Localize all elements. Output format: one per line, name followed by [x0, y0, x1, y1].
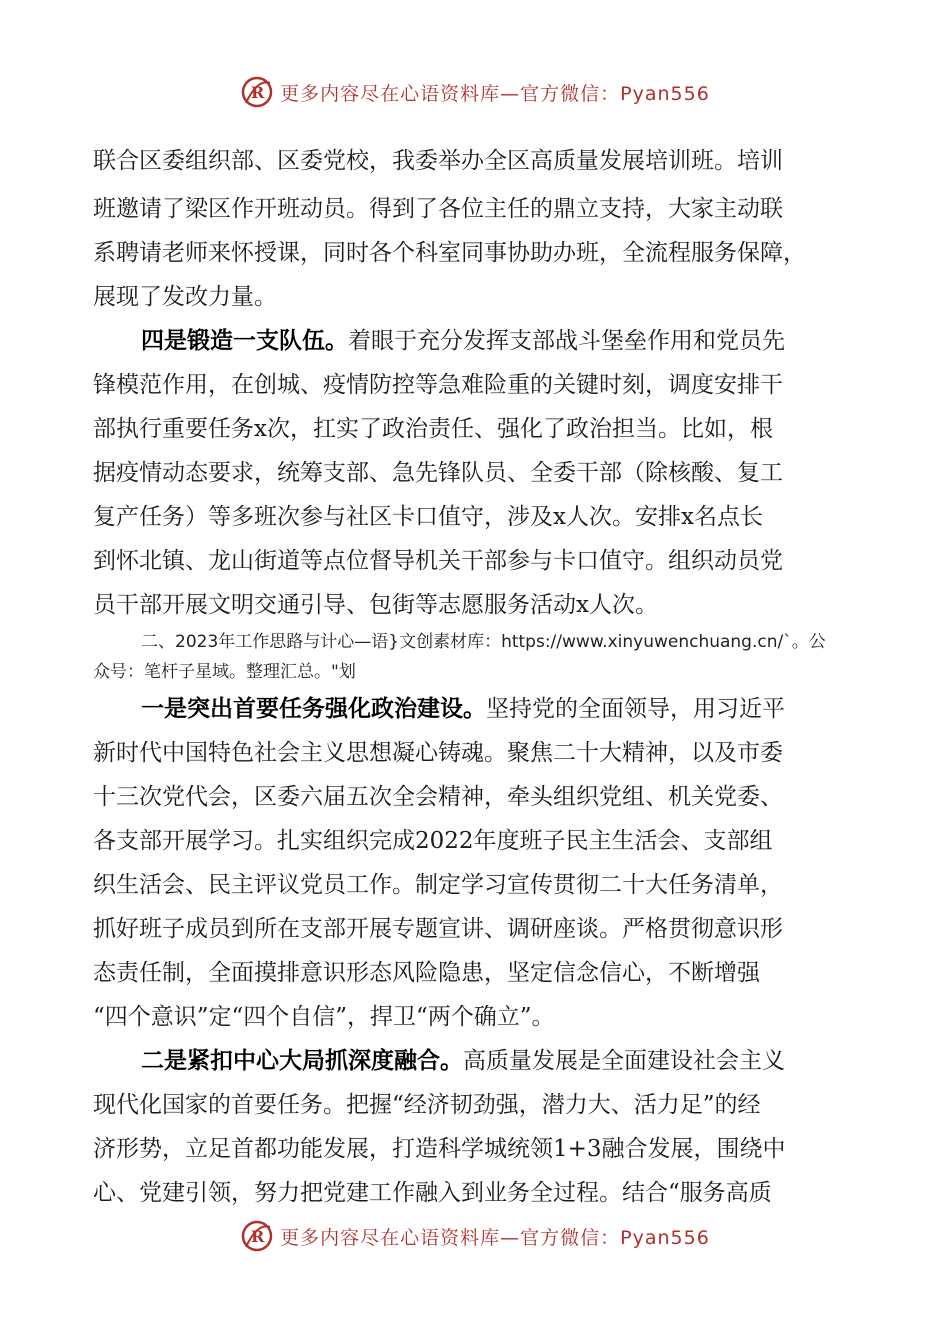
- p2-first-rest: 着眼于充分发挥支部战斗堡垒作用和党员先: [348, 328, 785, 354]
- p4-line-1: [141, 1046, 785, 1076]
- p1-line-1: 联合区委组织部、区委党校，我委举办全区高质量发展培训班。培训: [93, 148, 783, 174]
- p3-first-rest: 坚持党的全面领导，用习近平: [486, 696, 785, 722]
- logo-icon: [240, 1219, 274, 1253]
- p2-line-2: 锋模范作用，在创城、疫情防控等急难险重的关键时刻，调度安排干: [93, 372, 783, 398]
- p3-line-1: [141, 694, 785, 724]
- p3-line-3: 十三次党代会，区委六届五次全会精神，牵头组织党组、机关党委、: [93, 784, 783, 810]
- p4-line-3: 济形势，立足首都功能发展，打造科学城统领1+3融合发展，围绕中: [93, 1136, 786, 1162]
- p1-line-2: 班邀请了梁区作开班动员。得到了各位主任的鼎立支持，大家主动联: [93, 196, 783, 222]
- section-note-line-1: 二、2023年工作思路与计心—语}文创素材库：https://www.xinyuwenchuang.cn/`。公: [141, 632, 826, 652]
- watermark-text: 更多内容尽在心语资料库—官方微信：Pyan556: [280, 1226, 710, 1249]
- p1-line-3: 系聘请老师来怀授课，同时各个科室同事协助办班，全流程服务保障，: [93, 240, 806, 266]
- p3-line-7: 态责任制，全面摸排意识形态风险隐患，坚定信念信心，不断增强: [93, 960, 760, 986]
- footer-watermark: [0, 1216, 950, 1256]
- p4-line-2: 现代化国家的首要任务。把握“经济韧劲强，潜力大、活力足”的经: [93, 1092, 761, 1118]
- watermark-text: 更多内容尽在心语资料库—官方微信：Pyan556: [280, 82, 710, 105]
- p4-heading: 二是紧扣中心大局抓深度融合。: [141, 1047, 463, 1074]
- p3-line-4: 各支部开展学习。扎实组织完成2022年度班子民主生活会、支部组: [93, 828, 773, 854]
- p2-heading: 四是锻造一支队伍。: [141, 327, 348, 354]
- p2-line-4: 据疫情动态要求，统筹支部、急先锋队员、全委干部（除核酸、复工: [93, 460, 783, 486]
- p3-line-6: 抓好班子成员到所在支部开展专题宣讲、调研座谈。严格贯彻意识形: [93, 916, 783, 942]
- p2-line-5: 复产任务）等多班次参与社区卡口值守，涉及x人次。安排x名点长: [93, 504, 763, 530]
- p2-line-7: 员干部开展文明交通引导、包街等志愿服务活动x人次。: [93, 592, 658, 618]
- p4-first-rest: 高质量发展是全面建设社会主义: [463, 1048, 785, 1074]
- p2-line-3: 部执行重要任务x次，扛实了政治责任、强化了政治担当。比如，根: [93, 416, 773, 442]
- p2-line-6: 到怀北镇、龙山街道等点位督导机关干部参与卡口值守。组织动员党: [93, 548, 783, 574]
- p1-line-4: 展现了发改力量。: [93, 284, 277, 310]
- header-watermark: [0, 72, 950, 112]
- p3-line-8: “四个意识”定“四个自信”，捍卫“两个确立”。: [93, 1004, 555, 1030]
- svg-text:R: R: [251, 1227, 265, 1246]
- p3-line-5: 织生活会、民主评议党员工作。制定学习宣传贯彻二十大任务清单，: [93, 872, 783, 898]
- p4-line-4: 心、党建引领，努力把党建工作融入到业务全过程。结合“服务高质: [93, 1180, 772, 1206]
- svg-text:R: R: [251, 83, 265, 102]
- p3-line-2: 新时代中国特色社会主义思想凝心铸魂。聚焦二十大精神，以及市委: [93, 740, 783, 766]
- logo-icon: [240, 75, 274, 109]
- p3-heading: 一是突出首要任务强化政治建设。: [141, 695, 486, 722]
- p2-line-1: [141, 326, 785, 356]
- section-note-line-2: 众号：笔杆子星域。整理汇总。"划: [93, 662, 356, 682]
